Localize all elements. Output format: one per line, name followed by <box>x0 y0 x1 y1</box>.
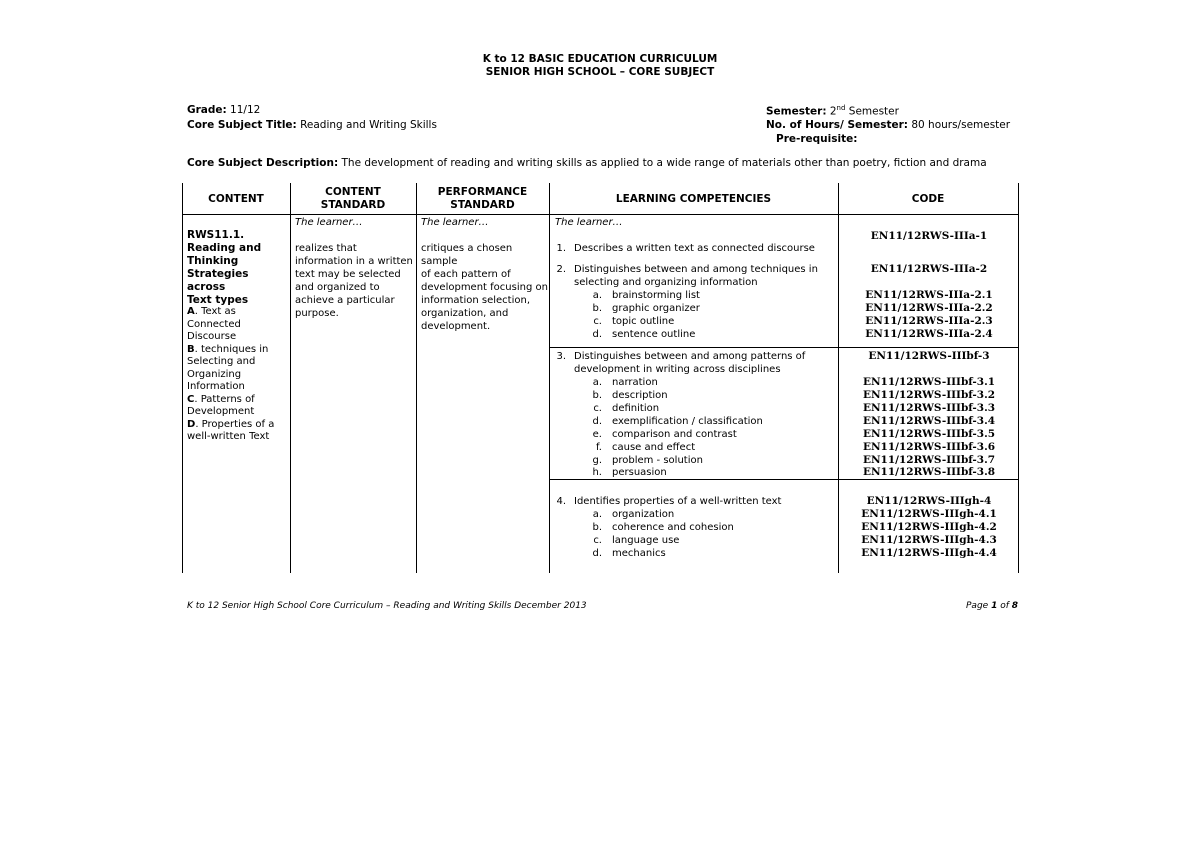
semester-value-pre: 2 <box>826 105 837 118</box>
content-item-text: Selecting and <box>187 356 256 367</box>
content-title-line: Reading and <box>187 242 262 254</box>
competency-4-code: EN11/12RWS-IIIgh-4 <box>866 495 992 507</box>
hours-field <box>766 119 1010 131</box>
competency-4c-marker: c. <box>593 535 602 546</box>
competency-2-code: EN11/12RWS-IIIa-2 <box>870 263 988 275</box>
doc-title-line1: K to 12 BASIC EDUCATION CURRICULUM <box>482 53 718 65</box>
competency-3e-marker: e. <box>592 429 602 440</box>
competency-4-number: 4. <box>556 496 566 507</box>
page-current: 1 <box>991 601 998 611</box>
competency-2d-code: EN11/12RWS-IIIa-2.4 <box>865 328 993 340</box>
competency-4b-code: EN11/12RWS-IIIgh-4.2 <box>861 521 997 533</box>
competency-3e-code: EN11/12RWS-IIIbf-3.5 <box>862 428 996 440</box>
competency-3a-code: EN11/12RWS-IIIbf-3.1 <box>862 376 996 388</box>
competency-1-text: Describes a written text as connected discourse <box>574 243 815 254</box>
competency-4d-code: EN11/12RWS-IIIgh-4.4 <box>861 547 997 559</box>
competencies-learner: The learner… <box>555 217 623 228</box>
table-divider-1 <box>290 183 291 573</box>
competency-3c-marker: c. <box>593 403 602 414</box>
performance-standard-learner: The learner… <box>421 217 489 228</box>
competency-3f-marker: f. <box>596 442 602 453</box>
competency-4b-marker: b. <box>592 522 602 533</box>
content-item-text: . Properties of a <box>195 418 275 430</box>
page-mid: of <box>997 601 1012 611</box>
competency-3e-text: comparison and contrast <box>612 429 737 440</box>
competency-3g-text: problem - solution <box>612 455 703 466</box>
competency-2c-text: topic outline <box>612 316 675 327</box>
competency-3-number: 3. <box>556 351 566 362</box>
competency-3-code: EN11/12RWS-IIIbf-3 <box>868 350 990 362</box>
row-border-3 <box>549 479 1019 480</box>
content-standard-line: information in a written <box>295 256 413 267</box>
core-subject-title-label: Core Subject Title: <box>187 119 297 131</box>
competency-3b-code: EN11/12RWS-IIIbf-3.2 <box>862 389 996 401</box>
competency-4-text: Identifies properties of a well-written text <box>574 496 782 507</box>
performance-standard-text <box>421 242 549 333</box>
competency-2b-marker: b. <box>592 303 602 314</box>
competency-4c-code: EN11/12RWS-IIIgh-4.3 <box>861 534 997 546</box>
competency-2d-text: sentence outline <box>612 329 696 340</box>
competency-3h-marker: h. <box>592 467 602 478</box>
competency-4d-marker: d. <box>592 548 602 559</box>
description-value: The development of reading and writing skills as applied to a wide range of materials other than poetry, fiction and drama <box>338 157 987 169</box>
competency-2d-marker: d. <box>592 329 602 340</box>
table-border-left <box>182 183 183 573</box>
competency-4a-text: organization <box>612 509 675 520</box>
prerequisite-label: Pre-requisite: <box>776 133 858 145</box>
content-item-text: Information <box>187 381 245 392</box>
competency-4a-marker: a. <box>592 509 602 520</box>
content-item-a <box>187 306 287 319</box>
content-item-text: . Patterns of <box>194 393 255 405</box>
performance-standard-line: critiques a chosen sample <box>421 243 513 267</box>
page-prefix: Page <box>966 601 992 611</box>
content-standard-text <box>295 242 415 320</box>
competency-3d-marker: d. <box>592 416 602 427</box>
competency-2-text-line2: selecting and organizing information <box>574 277 758 288</box>
header-content-standard-line1: CONTENT <box>325 186 381 198</box>
content-item-text: Discourse <box>187 331 237 342</box>
doc-title-line2: SENIOR HIGH SCHOOL – CORE SUBJECT <box>485 66 715 78</box>
content-standard-line: and organized to <box>295 282 380 293</box>
competency-2-text-line1: Distinguishes between and among techniques in <box>574 264 818 275</box>
competency-3-text-line1: Distinguishes between and among patterns of <box>574 351 806 362</box>
content-items <box>187 306 287 444</box>
competency-1-code: EN11/12RWS-IIIa-1 <box>870 230 988 242</box>
competency-3b-marker: b. <box>592 390 602 401</box>
header-content: CONTENT <box>208 193 264 205</box>
semester-sup: nd <box>836 104 846 112</box>
content-item-letter: C <box>187 393 195 405</box>
content-standard-line: purpose. <box>295 308 339 319</box>
header-row-border <box>182 214 1019 215</box>
competency-3f-text: cause and effect <box>612 442 696 453</box>
competency-2c-marker: c. <box>593 316 602 327</box>
competency-3d-text: exemplification / classification <box>612 416 763 427</box>
header-content-standard-line2: STANDARD <box>320 199 386 211</box>
content-item-letter: A <box>187 306 195 317</box>
competency-2-number: 2. <box>556 264 566 275</box>
table-divider-4 <box>838 183 839 573</box>
performance-standard-line: organization, and <box>421 308 509 319</box>
competency-4b-text: coherence and cohesion <box>612 522 734 533</box>
competency-3h-code: EN11/12RWS-IIIbf-3.8 <box>862 466 996 478</box>
performance-standard-line: development. <box>421 321 491 332</box>
competency-3h-text: persuasion <box>612 467 667 478</box>
content-standard-line: realizes that <box>295 243 357 254</box>
semester-value-post: Semester <box>845 105 899 118</box>
semester-label: Semester: <box>766 105 827 118</box>
competency-2c-code: EN11/12RWS-IIIa-2.3 <box>865 315 993 327</box>
content-item-c <box>187 394 287 407</box>
table-border-right <box>1018 183 1019 573</box>
competency-3f-code: EN11/12RWS-IIIbf-3.6 <box>862 441 996 453</box>
header-code: CODE <box>911 193 945 205</box>
row-border-2 <box>549 347 1019 348</box>
competency-1-number: 1. <box>556 243 566 254</box>
competency-2b-code: EN11/12RWS-IIIa-2.2 <box>865 302 993 314</box>
header-performance-standard <box>416 186 549 212</box>
competency-3c-text: definition <box>612 403 660 414</box>
content-item-text: Development <box>187 406 255 417</box>
core-subject-description <box>187 157 987 169</box>
core-subject-title-field <box>187 119 437 131</box>
content-title-line: Thinking <box>187 255 239 267</box>
footer-text: K to 12 Senior High School Core Curriculum – Reading and Writing Skills December 2013 <box>187 601 587 611</box>
semester-field <box>766 104 899 118</box>
content-standard-learner: The learner… <box>295 217 363 228</box>
content-item-text: Connected <box>187 318 241 330</box>
content-item-letter: B <box>187 343 195 355</box>
grade-value: 11/12 <box>226 104 261 116</box>
content-item-text: . Text as <box>194 306 236 317</box>
description-label: Core Subject Description: <box>187 157 339 169</box>
competency-3-text-line2: development in writing across disciplines <box>574 364 781 375</box>
content-title-line: Text types <box>187 294 249 306</box>
competency-2b-text: graphic organizer <box>612 303 700 314</box>
header-performance-standard-line2: STANDARD <box>450 199 515 211</box>
competency-2a-marker: a. <box>592 290 602 301</box>
hours-value: 80 hours/semester <box>908 119 1011 131</box>
grade-field <box>187 104 260 116</box>
content-item-b <box>187 344 287 357</box>
competency-3a-marker: a. <box>592 377 602 388</box>
performance-standard-line: of each pattern of <box>421 269 511 280</box>
competency-4d-text: mechanics <box>612 548 666 559</box>
content-title <box>187 229 287 307</box>
header-learning-competencies: LEARNING COMPETENCIES <box>615 193 772 205</box>
competency-4c-text: language use <box>612 535 680 546</box>
content-item-text: well-written Text <box>187 431 270 442</box>
content-item-d <box>187 419 287 432</box>
hours-label: No. of Hours/ Semester: <box>766 119 908 131</box>
page-total: 8 <box>1011 601 1018 611</box>
core-subject-title-value: Reading and Writing Skills <box>296 119 437 131</box>
competency-3c-code: EN11/12RWS-IIIbf-3.3 <box>862 402 996 414</box>
competency-2a-code: EN11/12RWS-IIIa-2.1 <box>865 289 993 301</box>
competency-2a-text: brainstorming list <box>612 290 700 301</box>
competency-3g-code: EN11/12RWS-IIIbf-3.7 <box>862 454 996 466</box>
competency-3b-text: description <box>612 390 668 401</box>
competency-3a-text: narration <box>612 377 658 388</box>
content-item-text: . techniques in <box>194 343 269 355</box>
performance-standard-line: information selection, <box>421 295 531 306</box>
content-item-letter: D <box>187 418 196 430</box>
competency-3d-code: EN11/12RWS-IIIbf-3.4 <box>862 415 996 427</box>
content-title-line: RWS11.1. <box>187 229 245 241</box>
competency-3g-marker: g. <box>592 455 602 466</box>
performance-standard-line: development focusing on <box>421 282 548 293</box>
competency-4a-code: EN11/12RWS-IIIgh-4.1 <box>861 508 997 520</box>
content-standard-line: text may be selected <box>295 269 401 280</box>
content-title-line: Strategies across <box>187 268 249 293</box>
content-standard-line: achieve a particular <box>295 295 395 306</box>
content-item-text: Organizing <box>187 368 242 380</box>
grade-label: Grade: <box>187 104 227 116</box>
header-content-standard <box>290 186 416 212</box>
header-performance-standard-line1: PERFORMANCE <box>437 186 528 198</box>
table-divider-2 <box>416 183 417 573</box>
page-number <box>940 601 1018 611</box>
